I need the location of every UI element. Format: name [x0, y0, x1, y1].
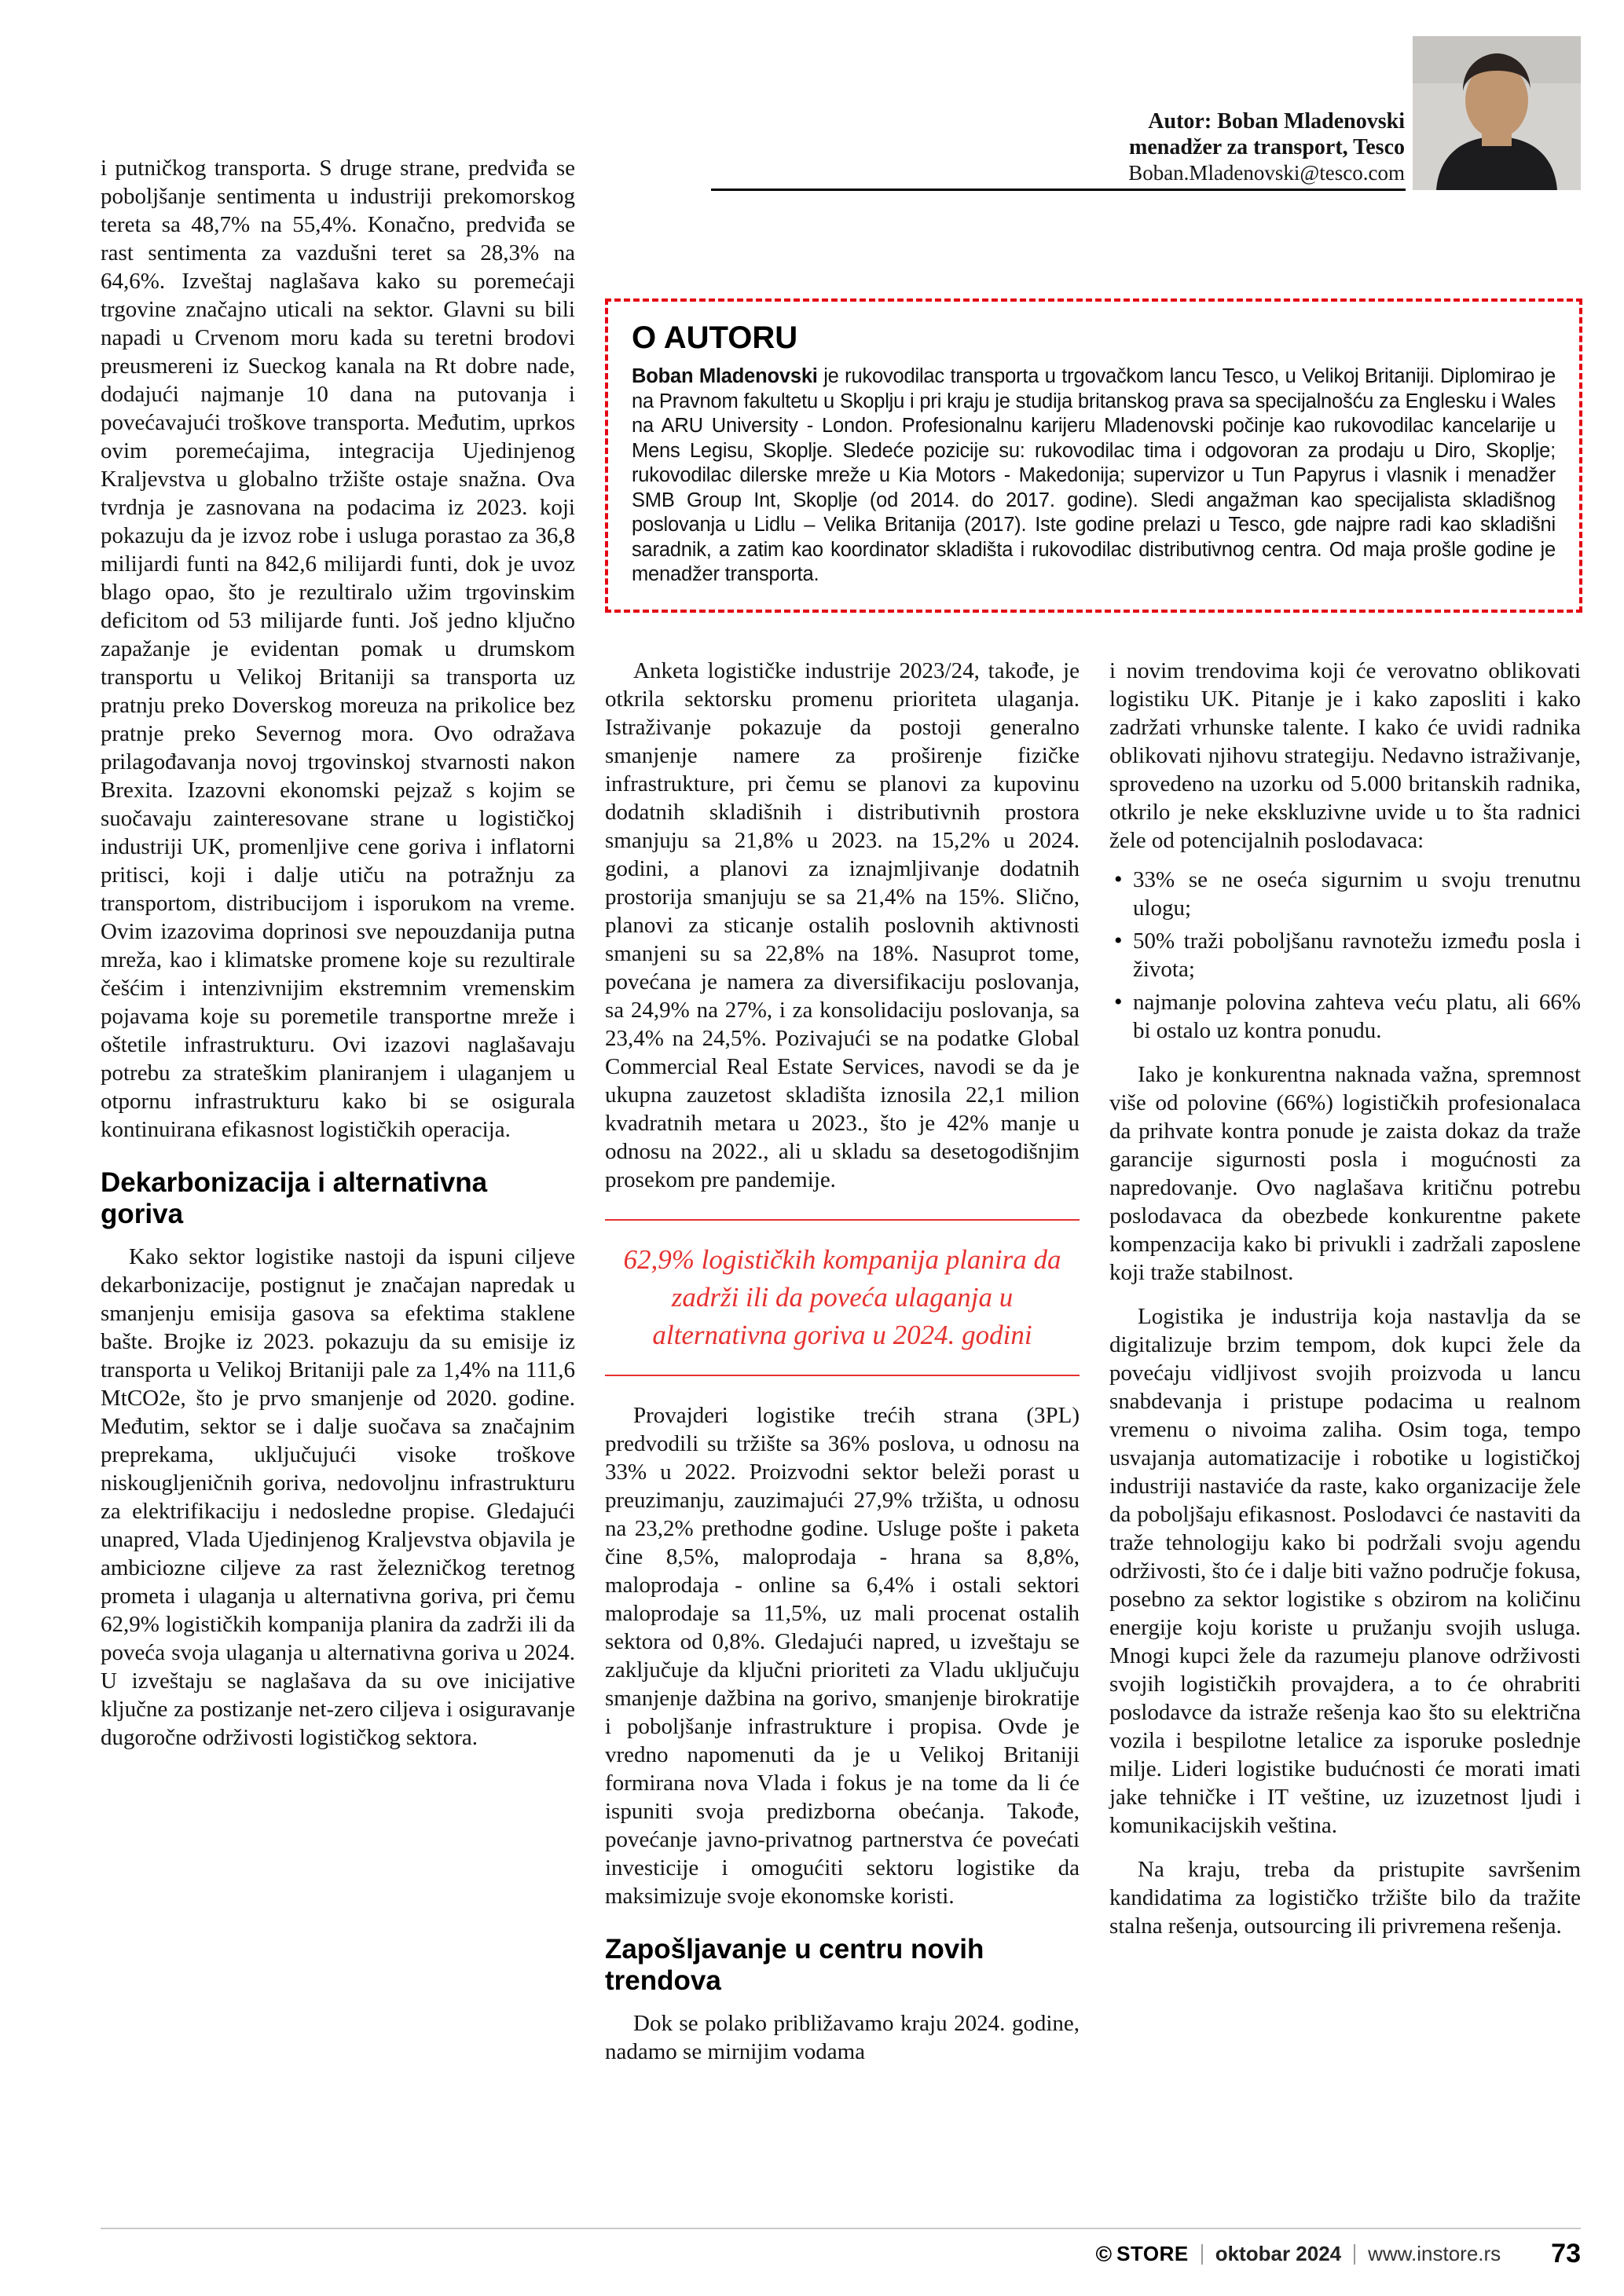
- author-role-line: menadžer za transport, Tesco: [1129, 135, 1405, 159]
- about-author-box: [605, 298, 1582, 613]
- section-heading-employment: Zapošljavanje u centru novih trendova: [605, 1934, 984, 1996]
- footer-separator: [1354, 2244, 1355, 2265]
- paragraph-closing: Na kraju, treba da pristupite savršenim kandidatima za logističko tržište bilo da tražite stalna rešenja, outsourcing ili privremena rešenja.: [1109, 1857, 1581, 1939]
- column-left: [101, 154, 575, 1752]
- author-portrait-image: [1413, 36, 1581, 190]
- list-item: • najmanje polovina zahteva veću platu, ali 66% bi ostalo uz kontra ponudu.: [1109, 988, 1581, 1045]
- pull-quote: 62,9% logističkih kompanija planira da zadrži ili da poveća ulaganja u alternativna goriva u 2024. godini: [605, 1219, 1080, 1376]
- list-item: • 50% traži poboljšanu ravnotežu između posla i života;: [1109, 927, 1581, 983]
- page-number: 73: [1551, 2239, 1581, 2269]
- author-photo: [1413, 36, 1581, 190]
- section-heading-decarbonization: Dekarbonizacija i alternativna goriva: [101, 1167, 488, 1229]
- paragraph-trends: i novim trendovima koji će verovatno oblikovati logistiku UK. Pitanje je i kako zaposliti i kako zadržati vrhunske talente. I kako će uvidi radnika oblikovati njihovu strategiju. Nedavno istraživanje, sprovedeno na uzorku od 5.000 britanskih radnika, otkrilo je neke ekskluzivne uvide u to šta radnici žele od potencijalnih poslodavaca:: [1109, 658, 1581, 853]
- about-author-bio-text: je rukovodilac transporta u trgovačkom lancu Tesco, u Velikoj Britaniji. Diplomirao je na Pravnom fakultetu u Skoplju i pri kraju je studija britanskog prava sa specijalnošću za Englesku i Wales na ARU University - London. Profesionalnu karijeru Mladenovski počinje kao rukovodilac kancelarije u Mens Legisu, Skoplje. Sledeće pozicije su: rukovodilac tima i odgovoran za prodaju u Diro, Skoplje; rukovodilac dilerske mreže u Kia Motors - Makedonija; supervizor u Tun Papyrus i vlasnik i menadžer SMB Group Int, Skoplje (od 2014. do 2017. godine). Sledi angažman kao specijalista skladišnog poslovanja u Lidlu – Velika Britanija (2017). Iste godine prelazi u Tesco, gde najpre radi kao skladišni saradnik, a zatim kao koordinator skladišta i rukovodilac distributivnog centra. Od maja prošle godine je menadžer transporta.: [632, 365, 1556, 585]
- list-item: • 33% se ne oseća sigurnim u svoju trenutnu ulogu;: [1109, 866, 1581, 922]
- about-author-name: Boban Mladenovski: [632, 365, 818, 387]
- paragraph-survey: Anketa logističke industrije 2023/24, takođe, je otkrila sektorsku promenu prioriteta ulaganja. Istraživanje pokazuje da postoji generalno smanjenje namere za proširenje fizičke infrastrukture, pri čemu se planovi za kupovinu dodatnih skladišnih i distributivnih prostora smanjuju sa 21,8% u 2023. na 15,2% u 2024. godini, a planovi za iznajmljivanje dodatnih prostorija smanjuju se sa 21,4% na 15%. Slično, planovi za sticanje ostalih poslovnih aktivnosti smanjeni su sa 22,8% na 18%. Nasuprot tome, povećana je namera za diversifikaciju poslovanja, sa 24,9% na 27%, i za konsolidaciju poslovanja, sa 23,4% na 24,5%. Pozivajući se na podatke Global Commercial Real Estate Services, navodi se da je ukupna zauzetost skladišta iznosila 22,1 milion kvadratnih metara u 2023., što je 42% manje u odnosu na 2022., ali u skladu sa desetogodišnjim prosekom pre pandemije.: [605, 658, 1080, 1192]
- author-header: [746, 108, 1405, 186]
- paragraph-left-body: Kako sektor logistike nastoji da ispuni ciljeve dekarbonizacije, postignut je značajan napredak u smanjenju emisija gasova sa efektima staklene bašte. Brojke iz 2023. pokazuju da su emisije iz transporta u Velikoj Britaniji pale za 1,4% na 111,6 MtCO2e, što je prvo smanjenje od 2020. godine. Međutim, sektor se i dalje suočava sa značajnim preprekama, uključujući visoke troškove niskougljeničnih goriva, nedovoljnu infrastrukturu za elektrifikaciju i nedosledne propise. Gledajući unapred, Vlada Ujedinjenog Kraljevstva objavila je ambiciozne ciljeve za rast železničkog teretnog prometa i ulaganja u alternativna goriva, pri čemu 62,9% logističkih kompanija planira da zadrži ili da poveća svoja ulaganja u alternativna goriva u 2024. U izveštaju se naglašava da su ove inicijative ključne za postizanje net-zero ciljeva i osiguravanje dugoročne održivosti logističkog sektora.: [101, 1244, 575, 1750]
- paragraph-left-intro: i putničkog transporta. S druge strane, predviđa se poboljšanje sentimenta u industriji prekomorskog tereta sa 48,7% na 55,4%. Konačno, predviđa se rast sentimenta za vazdušni teret sa 28,3% na 64,6%. Izveštaj naglašava kako su poremećaji trgovine značajno uticali na sektor. Glavni su bili napadi u Crvenom moru kada su teretni brodovi preusmereni iz Sueckog kanala na Rt dobre nade, dodajući najmanje 10 dana na putovanja i povećavajući troškove transporta. Međutim, uprkos ovim poremećajima, integracija Ujedinjenog Kraljevstva u globalno tržište ostaje snažna. Ova tvrdnja je zasnovana na podacima iz 2023. koji pokazuju da je izvoz robe i usluga porastao za 36,8 milijardi funti na 842,6 milijardi funti, dok je uvoz blago opao, što je rezultiralo užim trgovinskim deficitom od 53 milijarde funti. Još jedno ključno zapažanje je evidentan pomak u drumskom transportu u Velikoj Britaniji sa transporta uz pratnju preko Doverskog moreuza na prikolice bez pratnje preko Severnog mora. Ovo odražava prilagođavanja novoj trgovinskoj stvarnosti nakon Brexita. Izazovni ekonomski pejzaž s kojim se suočavaju zainteresovane strane u logističkoj industriji UK, promenljive cene goriva i inflatorni pritisci, koji i dalje utiču na potražnju za transportom, distribucijom i isporukom na vreme. Ovim izazovima doprinosi sve nepouzdanija putna mreža, kao i klimatske promene koje su rezultirale češćim i intenzivnijim ekstremnim vremenskim pojavama koje su poremetile transportne mreže i oštetile infrastrukturu. Ovi izazovi naglašavaju potrebu za strateškim planiranjem i ulaganjem u otpornu infrastrukturu kako bi se osigurala kontinuirana efikasnost logističkih operacija.: [101, 156, 575, 1142]
- footer-website: www.instore.rs: [1368, 2242, 1501, 2265]
- footer-separator: [1201, 2244, 1203, 2265]
- store-logo-icon: ©: [1095, 2241, 1113, 2266]
- bullet-list: [1109, 866, 1581, 1045]
- paragraph-outlook: Dok se polako približavamo kraju 2024. godine, nadamo se mirnijim vodama: [605, 2011, 1080, 2064]
- about-author-bio: [632, 364, 1556, 588]
- footer-brand: STORE: [1116, 2242, 1189, 2265]
- paragraph-compensation: Iako je konkurentna naknada važna, spremnost više od polovine (66%) logističkih profesionalaca da prihvate kontra ponude je zaista dokaz da traže garancije sigurnosti posla i mogućnosti za napredovanje. Ovo naglašava kritičnu potrebu poslodavaca da obezbede konkurentne pakete kompenzacija kako bi privukli i zadržali zaposlene koji traže stabilnost.: [1109, 1062, 1581, 1285]
- footer-divider-rule: [101, 2228, 1581, 2229]
- author-email: Boban.Mladenovski@tesco.com: [1128, 161, 1405, 185]
- footer-issue-date: oktobar 2024: [1215, 2242, 1342, 2265]
- paragraph-3pl: Provajderi logistike trećih strana (3PL) predvodili su tržište sa 36% poslova, u odnosu na 33% u 2022. Proizvodni sektor beleži porast u preuzimanju, zauzimajući 27,9% tržišta, u odnosu na 23,2% prethodne godine. Usluge pošte i paketa čine 8,5%, maloprodaja - hrana sa 8,8%, maloprodaja - online sa 6,4% i ostali sektori maloprodaje sa 11,5%, uz mali procenat ostalih sektora od 0,8%. Gledajući napred, u izveštaju se zaključuje da ključni prioriteti za Vladu uključuju smanjenje dažbina na gorivo, smanjenje birokratije i poboljšanje infrastrukture i propisa. Ovde je vredno napomenuti da je u Velikoj Britaniji formirana nova Vlada i fokus je na tome da li će ispuniti svoja predizborna obećanja. Takođe, povećanje javno-privatnog partnerstva će povećati investicije i omogućiti sektoru logistike da maksimizuje svoje ekonomske koristi.: [605, 1403, 1080, 1909]
- column-right: [1109, 657, 1581, 1940]
- author-name-line: Autor: Boban Mladenovski: [1148, 109, 1405, 134]
- page-footer: [101, 2239, 1581, 2269]
- about-author-title: O AUTORU: [632, 320, 798, 355]
- column-middle: [605, 657, 1080, 2066]
- paragraph-digitalization: Logistika je industrija koja nastavlja da se digitalizuje brzim tempom, dok kupci žele da povećaju vidljivost svojih proizvoda u lancu snabdevanja i pristupe podacima u realnom vremenu o nivoima zaliha. Osim toga, tempo usvajanja automatizacije i robotike u logističkoj industriji nastaviće da raste, kako organizacije žele da poboljšaju efikasnost. Poslodavci će nastaviti da traže tehnologiju kako bi podržali svoju agendu održivosti, što će i dalje biti važno područje fokusa, posebno za sektor logistike s obzirom na količinu energije koju koriste u pružanju svojih usluga. Mnogi kupci žele da razumeju planove održivosti svojih logističkih provajdera, a to će ohrabriti poslodavce da istraže rešenja kao što su električna vozila i bespilotne letalice za isporuke poslednje milje. Lideri logistike budućnosti će morati imati jake tehničke i IT veštine, uz izuzetnost ljudi i komunikacijskih veština.: [1109, 1304, 1581, 1838]
- header-divider-rule: [711, 189, 1406, 191]
